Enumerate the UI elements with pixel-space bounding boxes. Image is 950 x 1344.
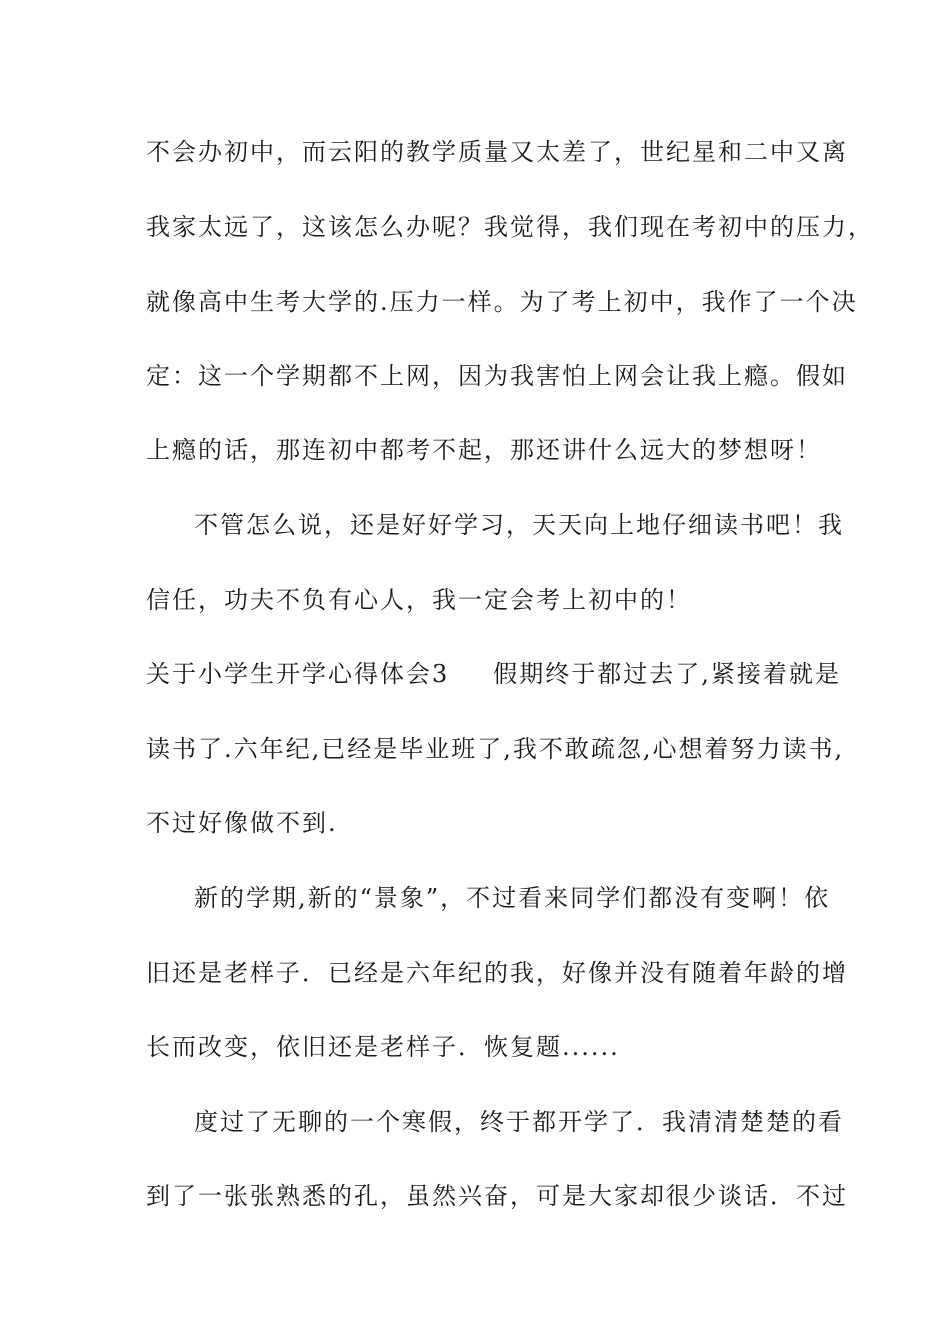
- section-first-line: 假期终于都过去了,紧接着就是: [493, 660, 841, 688]
- text-line: 长而改变，依旧还是老样子．恢复题......: [146, 1033, 620, 1061]
- text-line: 我家太远了，这该怎么办呢？我觉得，我们现在考初中的压力，: [146, 213, 874, 241]
- text-line: 就像高中生考大学的.压力一样。为了考上初中，我作了一个决: [146, 288, 858, 316]
- section-heading-line: [146, 659, 841, 689]
- text-line: 读书了.六年纪,已经是毕业班了,我不敢疏忽,心想着努力读书,: [146, 735, 845, 763]
- text-line: 上瘾的话，那连初中都考不起，那还讲什么远大的梦想呀！: [146, 436, 822, 464]
- text-line: 不会办初中，而云阳的教学质量又太差了，世纪星和二中又离: [146, 138, 848, 166]
- text-line: 旧还是老样子．已经是六年纪的我，好像并没有随着年龄的增: [146, 959, 848, 987]
- section-heading: 关于小学生开学心得体会3: [146, 660, 450, 688]
- text-line: 不过好像做不到.: [146, 809, 338, 837]
- paragraph-first-line: 度过了无聊的一个寒假，终于都开学了．我清清楚楚的看: [194, 1108, 844, 1136]
- paragraph-first-line: 不管怎么说，还是好好学习，天天向上地仔细读书吧！我: [194, 511, 844, 539]
- text-line: 定：这一个学期都不上网，因为我害怕上网会让我上瘾。假如: [146, 362, 848, 390]
- text-line: 到了一张张熟悉的孔，虽然兴奋，可是大家却很少谈话．不过: [146, 1182, 848, 1210]
- paragraph-first-line: 新的学期,新的“景象”，不过看来同学们都没有变啊！依: [194, 884, 831, 912]
- text-line: 信任，功夫不负有心人，我一定会考上初中的！: [146, 586, 692, 614]
